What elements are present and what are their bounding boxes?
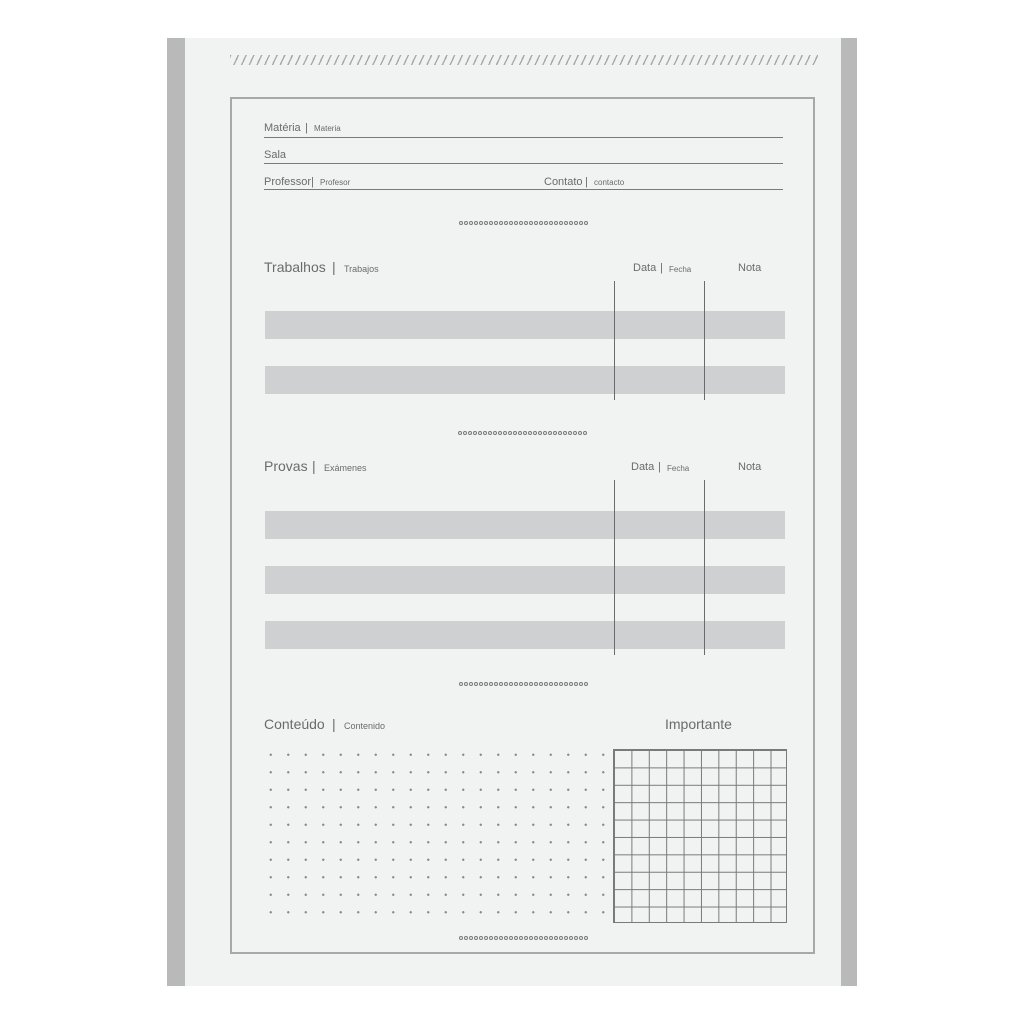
materia-field-line[interactable] bbox=[264, 137, 783, 138]
sala-label: Sala bbox=[264, 149, 287, 161]
column-divider bbox=[614, 281, 615, 400]
left-side-bar bbox=[167, 38, 185, 986]
hatched-top-border bbox=[230, 55, 818, 65]
separator: | bbox=[305, 122, 308, 134]
provas-sub-label: Exámenes bbox=[324, 463, 367, 473]
conteudo-sub-label: Contenido bbox=[344, 721, 386, 731]
trabalhos-date-sub-label: Fecha bbox=[669, 265, 692, 274]
chain-divider bbox=[458, 431, 587, 435]
sala-field-line[interactable] bbox=[264, 163, 783, 164]
separator: | bbox=[585, 176, 588, 188]
chain-divider bbox=[459, 682, 588, 686]
importante-label: Importante bbox=[665, 716, 732, 732]
column-divider bbox=[704, 281, 705, 400]
trabalhos-title: Trabalhos bbox=[264, 259, 326, 275]
contato-label: Contato bbox=[544, 176, 583, 188]
provas-row[interactable] bbox=[265, 621, 785, 649]
trabalhos-date-label: Data bbox=[633, 262, 657, 274]
trabalhos-sub-label: Trabajos bbox=[344, 264, 379, 274]
professor-label: Professor bbox=[264, 176, 312, 188]
separator: | bbox=[332, 259, 336, 275]
separator: | bbox=[332, 716, 336, 732]
chain-divider bbox=[459, 221, 588, 225]
professor-sub-label: Profesor bbox=[320, 178, 351, 187]
materia-label: Matéria bbox=[264, 122, 301, 134]
conteudo-title: Conteúdo bbox=[264, 716, 325, 732]
separator: | bbox=[311, 176, 314, 188]
provas-grade-label: Nota bbox=[738, 461, 762, 473]
provas-date-sub-label: Fecha bbox=[667, 464, 690, 473]
provas-title: Provas bbox=[264, 458, 308, 474]
trabalhos-row[interactable] bbox=[265, 366, 785, 394]
dot-grid-notes-area[interactable] bbox=[262, 746, 612, 924]
provas-row[interactable] bbox=[265, 511, 785, 539]
square-grid-important-area[interactable] bbox=[613, 749, 787, 923]
column-divider bbox=[614, 480, 615, 655]
trabalhos-row[interactable] bbox=[265, 311, 785, 339]
provas-date-label: Data bbox=[631, 461, 655, 473]
column-divider bbox=[704, 480, 705, 655]
separator: | bbox=[660, 262, 663, 274]
provas-row[interactable] bbox=[265, 566, 785, 594]
professor-contato-field-line[interactable] bbox=[264, 189, 783, 190]
trabalhos-grade-label: Nota bbox=[738, 262, 762, 274]
contato-sub-label: contacto bbox=[594, 178, 625, 187]
separator: | bbox=[312, 458, 316, 474]
materia-sub-label: Materia bbox=[314, 124, 341, 133]
chain-divider bbox=[459, 936, 588, 940]
separator: | bbox=[658, 461, 661, 473]
right-side-bar bbox=[841, 38, 857, 986]
